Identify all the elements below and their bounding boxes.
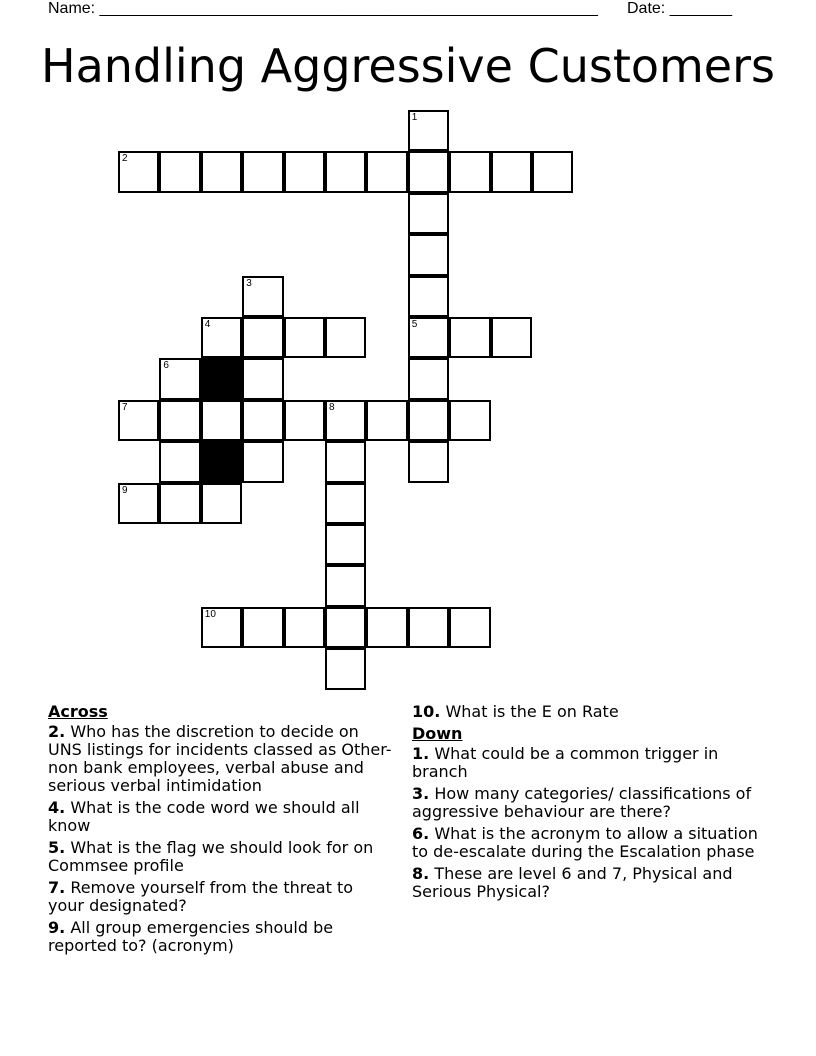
grid-cell[interactable] xyxy=(284,400,325,441)
grid-cell[interactable] xyxy=(325,400,366,441)
clue-number: 6 xyxy=(163,360,169,372)
grid-cell[interactable] xyxy=(242,317,283,358)
clue-across-4: 4. What is the code word we should all know xyxy=(48,798,360,835)
clue-number: 7 xyxy=(122,401,128,413)
grid-cell[interactable] xyxy=(284,151,325,192)
across-heading: Across xyxy=(48,702,108,721)
clues-column-left xyxy=(48,703,393,959)
grid-cell[interactable] xyxy=(408,400,449,441)
clues-column-right xyxy=(412,703,762,905)
grid-cell[interactable] xyxy=(201,400,242,441)
grid-cell-black xyxy=(201,441,242,482)
clue-number: 9 xyxy=(122,484,128,496)
grid-cell[interactable] xyxy=(408,607,449,648)
grid-cell[interactable] xyxy=(366,607,407,648)
grid-cell[interactable] xyxy=(449,151,490,192)
clue-down-8: 8. These are level 6 and 7, Physical and Serious Physical? xyxy=(412,864,733,901)
down-heading: Down xyxy=(412,724,463,743)
name-field[interactable]: Name: ________________________________________________________ xyxy=(48,0,598,17)
grid-cell[interactable] xyxy=(449,317,490,358)
grid-cell[interactable] xyxy=(408,358,449,399)
grid-cell[interactable] xyxy=(408,110,449,151)
clue-down-1: 1. What could be a common trigger in branch xyxy=(412,744,719,781)
grid-cell[interactable] xyxy=(201,151,242,192)
date-field[interactable]: Date: _______ xyxy=(627,0,732,17)
grid-cell[interactable] xyxy=(242,358,283,399)
grid-cell[interactable] xyxy=(325,317,366,358)
clue-number: 2 xyxy=(122,153,128,165)
grid-cell[interactable] xyxy=(242,400,283,441)
grid-cell[interactable] xyxy=(325,483,366,524)
grid-cell[interactable] xyxy=(201,317,242,358)
grid-cell[interactable] xyxy=(408,193,449,234)
clue-down-3: 3. How many categories/ classifications of aggressive behaviour are there? xyxy=(412,784,752,821)
grid-cell[interactable] xyxy=(201,483,242,524)
grid-cell[interactable] xyxy=(325,524,366,565)
grid-cell[interactable] xyxy=(449,400,490,441)
grid-cell[interactable] xyxy=(366,400,407,441)
grid-cell[interactable] xyxy=(159,483,200,524)
grid-cell[interactable] xyxy=(325,151,366,192)
grid-cell[interactable] xyxy=(118,400,159,441)
clue-across-9: 9. All group emergencies should be reported to? (acronym) xyxy=(48,918,334,955)
clue-across-2: 2. Who has the discretion to decide on UNS listings for incidents classed as Other-non bank employees, verbal abuse and serious verbal intimidation xyxy=(48,722,392,795)
grid-cell[interactable] xyxy=(159,358,200,399)
clue-across-5: 5. What is the flag we should look for on Commsee profile xyxy=(48,838,374,875)
grid-cell[interactable] xyxy=(201,607,242,648)
grid-cell[interactable] xyxy=(118,483,159,524)
grid-cell[interactable] xyxy=(325,441,366,482)
grid-cell[interactable] xyxy=(532,151,573,192)
grid-cell[interactable] xyxy=(159,441,200,482)
clue-number: 8 xyxy=(329,401,335,413)
clue-number: 1 xyxy=(411,112,418,123)
grid-cell[interactable] xyxy=(242,276,283,317)
grid-cell[interactable] xyxy=(159,151,200,192)
grid-cell[interactable] xyxy=(284,317,325,358)
clue-across-10: 10. What is the E on Rate xyxy=(412,702,619,721)
grid-cell[interactable] xyxy=(408,441,449,482)
clue-across-7: 7. Remove yourself from the threat to your designated? xyxy=(48,878,354,915)
grid-cell-black xyxy=(201,358,242,399)
clue-number: 10 xyxy=(204,608,216,620)
clue-number: 5 xyxy=(411,319,418,330)
clue-down-6: 6. What is the acronym to allow a situation to de-escalate during the Escalation phase xyxy=(412,824,758,861)
grid-cell[interactable] xyxy=(325,565,366,606)
page-title: Handling Aggressive Customers xyxy=(40,39,775,93)
grid-cell[interactable] xyxy=(242,441,283,482)
grid-cell[interactable] xyxy=(491,151,532,192)
grid-cell[interactable] xyxy=(242,607,283,648)
clue-number: 3 xyxy=(246,277,252,289)
grid-cell[interactable] xyxy=(325,607,366,648)
grid-cell[interactable] xyxy=(408,276,449,317)
grid-cell[interactable] xyxy=(284,607,325,648)
grid-cell[interactable] xyxy=(366,151,407,192)
grid-cell[interactable] xyxy=(242,151,283,192)
grid-cell[interactable] xyxy=(408,234,449,275)
grid-cell[interactable] xyxy=(408,151,449,192)
grid-cell[interactable] xyxy=(449,607,490,648)
grid-cell[interactable] xyxy=(325,648,366,689)
clue-number: 4 xyxy=(204,319,211,330)
grid-cell[interactable] xyxy=(118,151,159,192)
grid-cell[interactable] xyxy=(408,317,449,358)
grid-cell[interactable] xyxy=(491,317,532,358)
grid-cell[interactable] xyxy=(159,400,200,441)
